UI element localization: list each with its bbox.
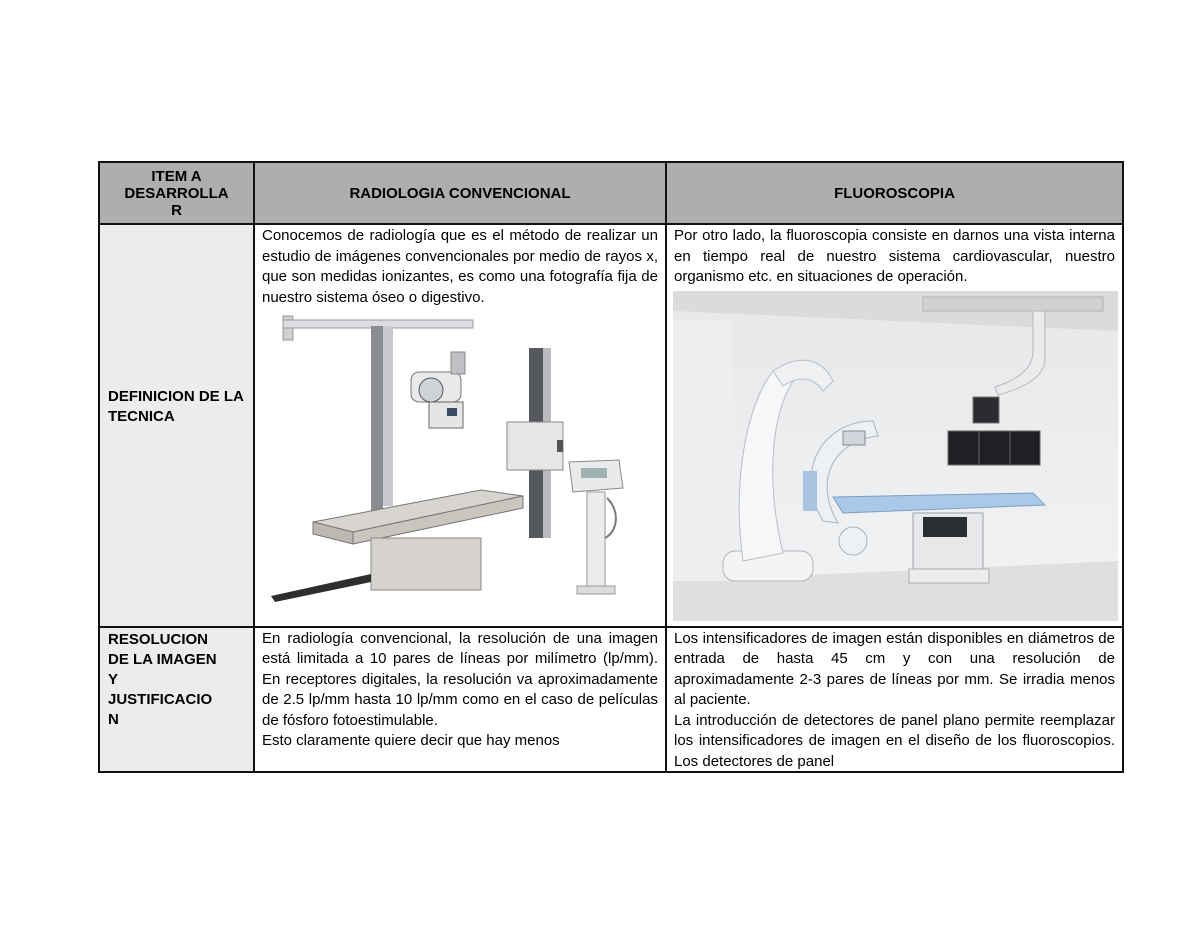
row-label: DEFINICION DE LA TECNICA bbox=[108, 388, 244, 426]
xray-machine-image bbox=[261, 312, 659, 611]
fluoroscopia-definition-cell bbox=[666, 224, 1123, 627]
radiologia-resolution-text-2: Esto claramente quiere decir que hay menos bbox=[262, 732, 560, 749]
comparison-table bbox=[98, 161, 1124, 773]
header-fluoroscopia: FLUOROSCOPIA bbox=[666, 162, 1123, 224]
row-label-cell bbox=[99, 224, 254, 627]
radiologia-definition-cell bbox=[254, 224, 666, 627]
header-row bbox=[99, 162, 1123, 224]
table-row bbox=[99, 224, 1123, 627]
table-row bbox=[99, 627, 1123, 772]
row-label-cell bbox=[99, 627, 254, 772]
fluoroscopia-definition-text: Por otro lado, la fluoroscopia consiste en darnos una vista interna en tiempo real de nuestro sistema cardiovascular, nuestro organismo etc. en situaciones de operación. bbox=[674, 227, 1115, 285]
fluoroscopy-room-image bbox=[673, 291, 1116, 626]
fluoroscopia-resolution-cell bbox=[666, 627, 1123, 772]
row-label: RESOLUCION DE LA IMAGEN Y JUSTIFICACIO N bbox=[108, 630, 217, 728]
radiologia-resolution-text: En radiología convencional, la resolución de una imagen está limitada a 10 pares de líneas por milímetro (lp/mm). En receptores digitales, la resolución va aproximadamente de 2.5 lp/mm hasta 10 lp/mm como en el caso de películas de fósforo fotoestimulable. bbox=[262, 629, 658, 729]
fluoroscopia-resolution-text-2: La introducción de detectores de panel plano permite reemplazar los intensificadores de imagen en el diseño de los fluoroscopios. Los detectores de panel bbox=[674, 711, 1115, 770]
header-item: ITEM A DESARROLLA R bbox=[99, 162, 254, 224]
fluoroscopia-resolution-text: Los intensificadores de imagen están disponibles en diámetros de entrada de hasta 45 cm y con una resolución de aproximadamente 2-3 pares de líneas por mm. Se irradia menos al paciente. bbox=[674, 629, 1115, 708]
header-radiologia: RADIOLOGIA CONVENCIONAL bbox=[254, 162, 666, 224]
radiologia-resolution-cell bbox=[254, 627, 666, 772]
radiologia-definition-text: Conocemos de radiología que es el método de realizar un estudio de imágenes convencionales por medio de rayos x, que son medidas ionizantes, es como una fotografía fija de nuestro sistema óseo o digestivo. bbox=[262, 227, 658, 306]
